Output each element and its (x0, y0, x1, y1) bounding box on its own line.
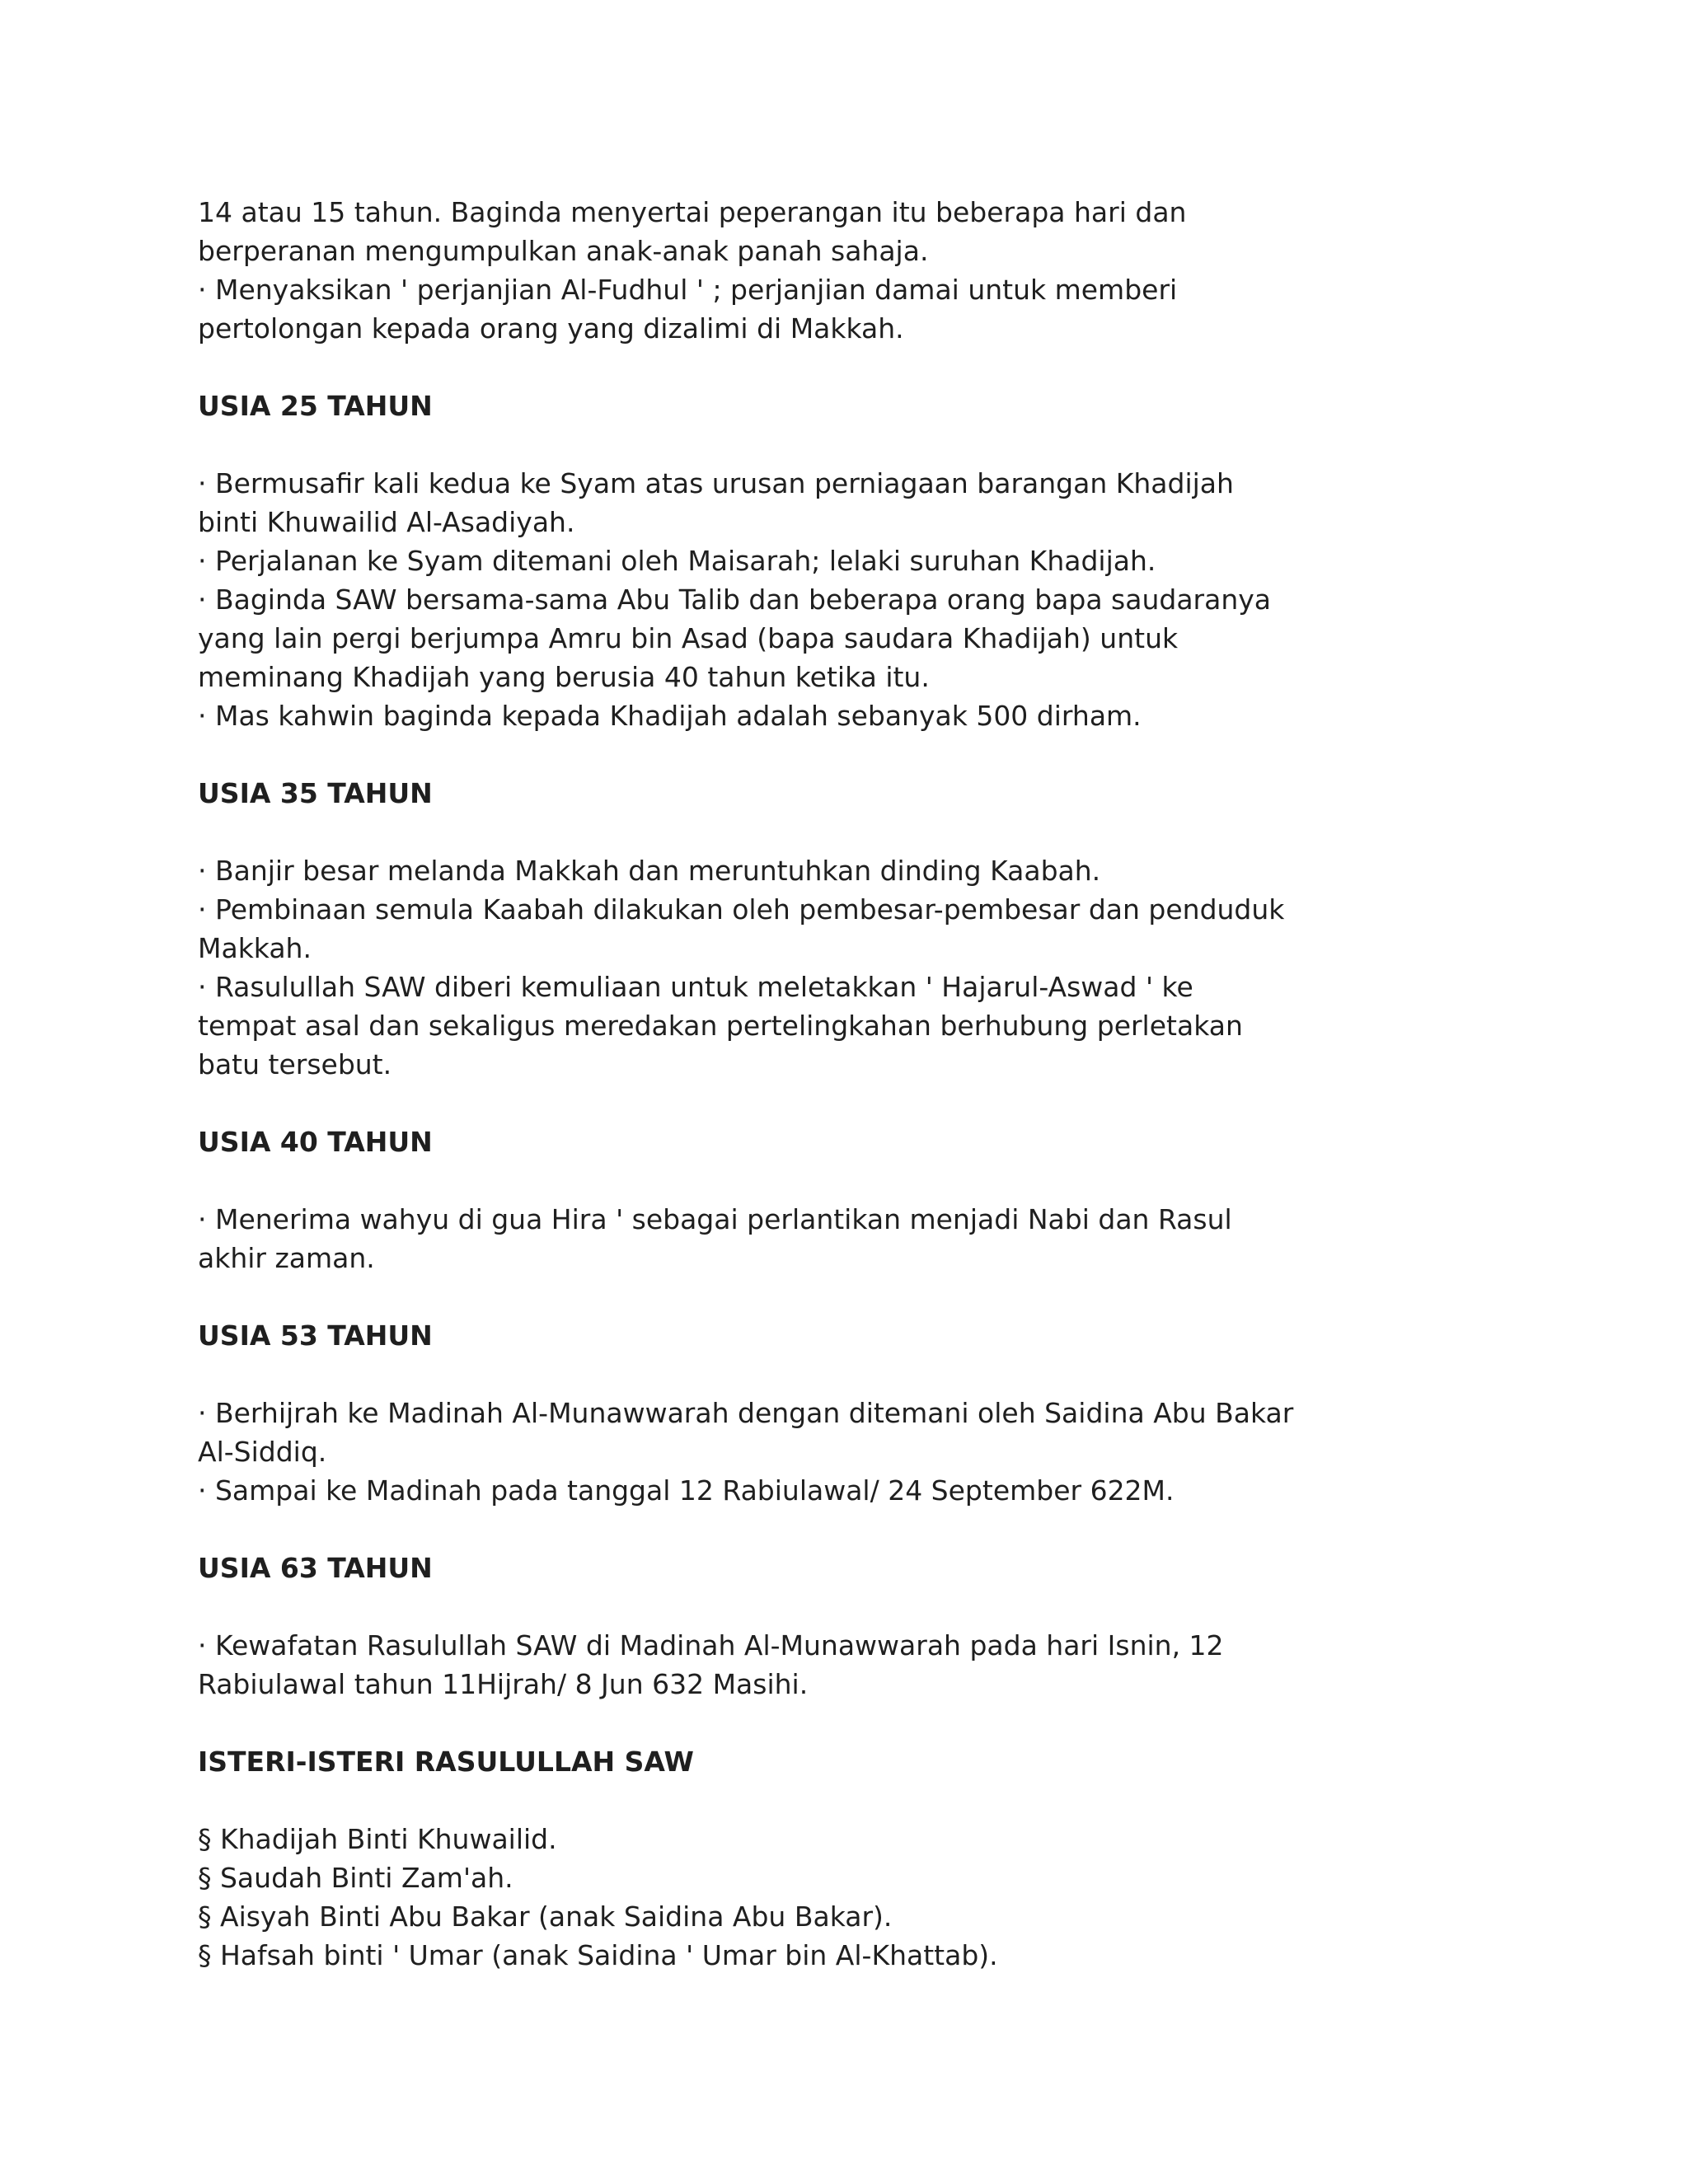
text-line: batu tersebut. (198, 1048, 392, 1080)
section-heading: USIA 25 TAHUN (198, 390, 433, 422)
text-line: akhir zaman. (198, 1242, 375, 1274)
section-heading: USIA 40 TAHUN (198, 1126, 433, 1158)
text-line: berperanan mengumpulkan anak-anak panah sahaja. (198, 235, 929, 267)
text-line: Rabiulawal tahun 11Hijrah/ 8 Jun 632 Masihi. (198, 1668, 809, 1700)
document-body (198, 193, 1294, 1975)
text-line: · Menerima wahyu di gua Hira ' sebagai perlantikan menjadi Nabi dan Rasul (198, 1203, 1232, 1235)
paragraph-gap (198, 1355, 1269, 1394)
paragraph-gap (198, 1277, 1269, 1316)
section-isteri-isteri (198, 1742, 1269, 1975)
paragraph-gap (198, 1084, 1269, 1122)
text-line: yang lain pergi berjumpa Amru bin Asad (bapa saudara Khadijah) untuk (198, 622, 1179, 654)
text-line: · Mas kahwin baginda kepada Khadijah adalah sebanyak 500 dirham. (198, 700, 1142, 732)
section-usia-53 (198, 1316, 1294, 1510)
paragraph-gap (198, 425, 1269, 464)
text-line: · Bermusafir kali kedua ke Syam atas urusan perniagaan barangan Khadijah (198, 467, 1234, 499)
list-item: § Aisyah Binti Abu Bakar (anak Saidina Abu Bakar). (198, 1900, 893, 1933)
text-line: · Kewafatan Rasulullah SAW di Madinah Al-Munawwarah pada hari Isnin, 12 (198, 1629, 1224, 1661)
text-line: · Rasulullah SAW diberi kemuliaan untuk meletakkan ' Hajarul-Aswad ' ke (198, 971, 1193, 1003)
text-line: · Baginda SAW bersama-sama Abu Talib dan beberapa orang bapa saudaranya (198, 583, 1272, 616)
text-line: binti Khuwailid Al-Asadiyah. (198, 506, 575, 538)
list-item: § Khadijah Binti Khuwailid. (198, 1823, 557, 1855)
paragraph-gap (198, 348, 1269, 387)
list-item: § Saudah Binti Zam'ah. (198, 1862, 513, 1894)
section-usia-35 (198, 774, 1285, 1084)
paragraph-gap (198, 1587, 1269, 1626)
section-usia-25 (198, 387, 1272, 735)
text-line: tempat asal dan sekaligus meredakan pertelingkahan berhubung perletakan (198, 1010, 1243, 1042)
list-item: § Hafsah binti ' Umar (anak Saidina ' Umar bin Al-Khattab). (198, 1939, 998, 1971)
section-heading: USIA 63 TAHUN (198, 1552, 433, 1584)
section-usia-40 (198, 1122, 1269, 1277)
paragraph-gap (198, 813, 1269, 851)
intro-paragraph (198, 193, 1269, 348)
text-line: · Berhijrah ke Madinah Al-Munawwarah dengan ditemani oleh Saidina Abu Bakar (198, 1397, 1294, 1429)
text-line: meminang Khadijah yang berusia 40 tahun ketika itu. (198, 661, 930, 693)
text-line: 14 atau 15 tahun. Baginda menyertai peperangan itu beberapa hari dan (198, 196, 1187, 228)
text-line: Makkah. (198, 932, 312, 964)
text-line: · Perjalanan ke Syam ditemani oleh Maisarah; lelaki suruhan Khadijah. (198, 545, 1156, 577)
paragraph-gap (198, 1510, 1269, 1549)
section-heading: ISTERI-ISTERI RASULULLAH SAW (198, 1746, 694, 1778)
paragraph-gap (198, 1781, 1269, 1820)
paragraph-gap (198, 1161, 1269, 1200)
paragraph-gap (198, 1704, 1269, 1742)
section-heading: USIA 35 TAHUN (198, 777, 433, 809)
text-line: pertolongan kepada orang yang dizalimi di Makkah. (198, 312, 904, 344)
text-line: Al-Siddiq. (198, 1436, 327, 1468)
section-usia-63 (198, 1549, 1269, 1704)
text-line: · Menyaksikan ' perjanjian Al-Fudhul ' ; perjanjian damai untuk memberi (198, 274, 1178, 306)
text-line: · Banjir besar melanda Makkah dan meruntuhkan dinding Kaabah. (198, 855, 1101, 887)
text-line: · Pembinaan semula Kaabah dilakukan oleh pembesar-pembesar dan penduduk (198, 893, 1285, 926)
text-line: · Sampai ke Madinah pada tanggal 12 Rabiulawal/ 24 September 622M. (198, 1474, 1175, 1507)
section-heading: USIA 53 TAHUN (198, 1319, 433, 1352)
paragraph-gap (198, 735, 1269, 774)
